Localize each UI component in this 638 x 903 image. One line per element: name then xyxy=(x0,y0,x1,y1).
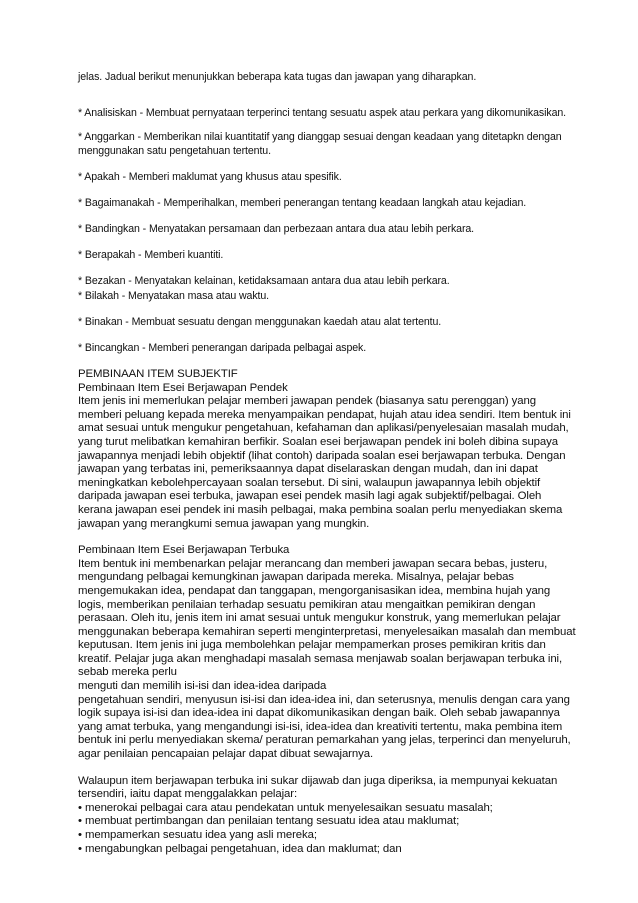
short-answer-heading: Pembinaan Item Esei Berjawapan Pendek xyxy=(78,381,288,394)
short-answer-body: Item jenis ini memerlukan pelajar memberi jawapan pendek (biasanya satu perenggan) yang memberi peluang kepada mereka menyampaikan pendapat, hujah atau idea sendiri. Item bentuk ini amat sesuai untuk mengukur pengetahuan, kefahaman dan aplikasi/penyelesaian masalah mudah, yang turut melibatkan kemahiran berfikir. Soalan esei berjawapan pendek ini boleh dibina supaya jawapannya menjadi lebih objektif (lihat contoh) daripada soalan esei berjawapan terbuka. Dengan jawapan yang terbatas ini, pemeriksaannya dapat diselaraskan dengan mudah, dan ini dapat meningkatkan kebolehpercayaan soalan tersebut. Di sini, walaupun jawapannya lebih objektif daripada jawapan esei terbuka, jawapan esei pendek masih lagi agak subjektif/pelbagai. Oleh kerana jawapan esei pendek ini masih pelbagai, maka pembina soalan perlu menyediakan skema jawapan yang merangkumi semua jawapan yang mungkin. xyxy=(78,395,571,530)
term-binakan: * Binakan - Membuat sesuatu dengan menggunakan kaedah atau alat tertentu. xyxy=(78,316,442,328)
term-bincangkan: * Bincangkan - Memberi penerangan daripada pelbagai aspek. xyxy=(78,342,367,354)
open-answer-body-1: Item bentuk ini membenarkan pelajar merancang dan memberi jawapan secara bebas, justeru, mengundang pelbagai kemungkinan jawapan daripada mereka. Misalnya, pelajar bebas mengemukakan idea, pendapat dan tanggapan, mengorganisasikan idea, membina hujah yang logis, memberikan penilaian terhadap sesuatu pemikiran atau mengaitkan pemikiran dengan perasaan. Oleh itu, jenis item ini amat sesuai untuk mengukur konstruk, yang memerlukan pelajar menggunakan beberapa kemahiran seperti menginterpretasi, menyelesaikan masalah dan membuat keputusan. Item jenis ini juga membolehkan pelajar mempamerkan proses pemikiran kritis dan kreatif. Pelajar juga akan menghadapi masalah semasa menjawab soalan berjawapan terbuka ini, sebab mereka perlu xyxy=(78,557,576,679)
list-item: • menerokai pelbagai cara atau pendekatan untuk menyelesaikan sesuatu masalah; xyxy=(78,801,493,814)
list-item: • membuat pertimbangan dan penilaian tentang sesuatu idea atau maklumat; xyxy=(78,815,460,828)
list-item: • mempamerkan sesuatu idea yang asli mereka; xyxy=(78,829,317,841)
closing-intro: Walaupun item berjawapan terbuka ini sukar dijawab dan juga diperiksa, ia mempunyai kekuatan tersendiri, iaitu dapat menggalakkan pelajar: xyxy=(78,774,558,801)
term-analisiskan: * Analisiskan - Membuat pernyataan terperinci tentang sesuatu aspek atau perkara yang dikomunikasikan. xyxy=(78,107,566,119)
term-apakah: * Apakah - Memberi maklumat yang khusus atau spesifik. xyxy=(78,171,342,183)
intro-paragraph: jelas. Jadual berikut menunjukkan beberapa kata tugas dan jawapan yang diharapkan. xyxy=(78,71,477,83)
term-bandingkan: * Bandingkan - Menyatakan persamaan dan perbezaan antara dua atau lebih perkara. xyxy=(78,223,475,235)
closing-section xyxy=(78,775,578,857)
open-answer-heading: Pembinaan Item Esei Berjawapan Terbuka xyxy=(78,544,290,557)
term-anggarkan: * Anggarkan - Memberikan nilai kuantitatif yang dianggap sesuai dengan keadaan yang ditetapkn dengan menggunakan satu pengetahuan tertentu. xyxy=(78,131,562,157)
open-answer-section xyxy=(78,544,578,762)
term-berapakah: * Berapakah - Memberi kuantiti. xyxy=(78,249,224,261)
term-bagaimanakah: * Bagaimanakah - Memperihalkan, memberi penerangan tentang keadaan langkah atau kejadian. xyxy=(78,197,527,209)
open-answer-body-3: pengetahuan sendiri, menyusun isi-isi dan idea-idea ini, dan seterusnya, menulis dengan cara yang logik supaya isi-isi dan idea-idea ini dapat dikomunikasikan dengan baik. Oleh sebab jawapannya yang amat terbuka, yang mengandungi isi-isi, idea-idea dan kreativiti tertentu, maka pembina item bentuk ini perlu menyediakan skema/ peraturan pemarkahan yang jelas, terperinci dan menyeluruh, agar penilaian pencapaian pelajar dapat dibuat sewajarnya. xyxy=(78,693,571,761)
section-title: PEMBINAAN ITEM SUBJEKTIF xyxy=(78,368,238,380)
strengths-list xyxy=(78,802,578,856)
open-answer-body-2: menguti dan memilih isi-isi dan idea-idea daripada xyxy=(78,680,327,693)
term-bilakah: * Bilakah - Menyatakan masa atau waktu. xyxy=(78,290,270,302)
term-bezakan: * Bezakan - Menyatakan kelainan, ketidaksamaan antara dua atau lebih perkara. xyxy=(78,275,450,287)
list-item: • mengabungkan pelbagai pengetahuan, idea dan maklumat; dan xyxy=(78,842,402,855)
short-answer-section xyxy=(78,368,578,531)
